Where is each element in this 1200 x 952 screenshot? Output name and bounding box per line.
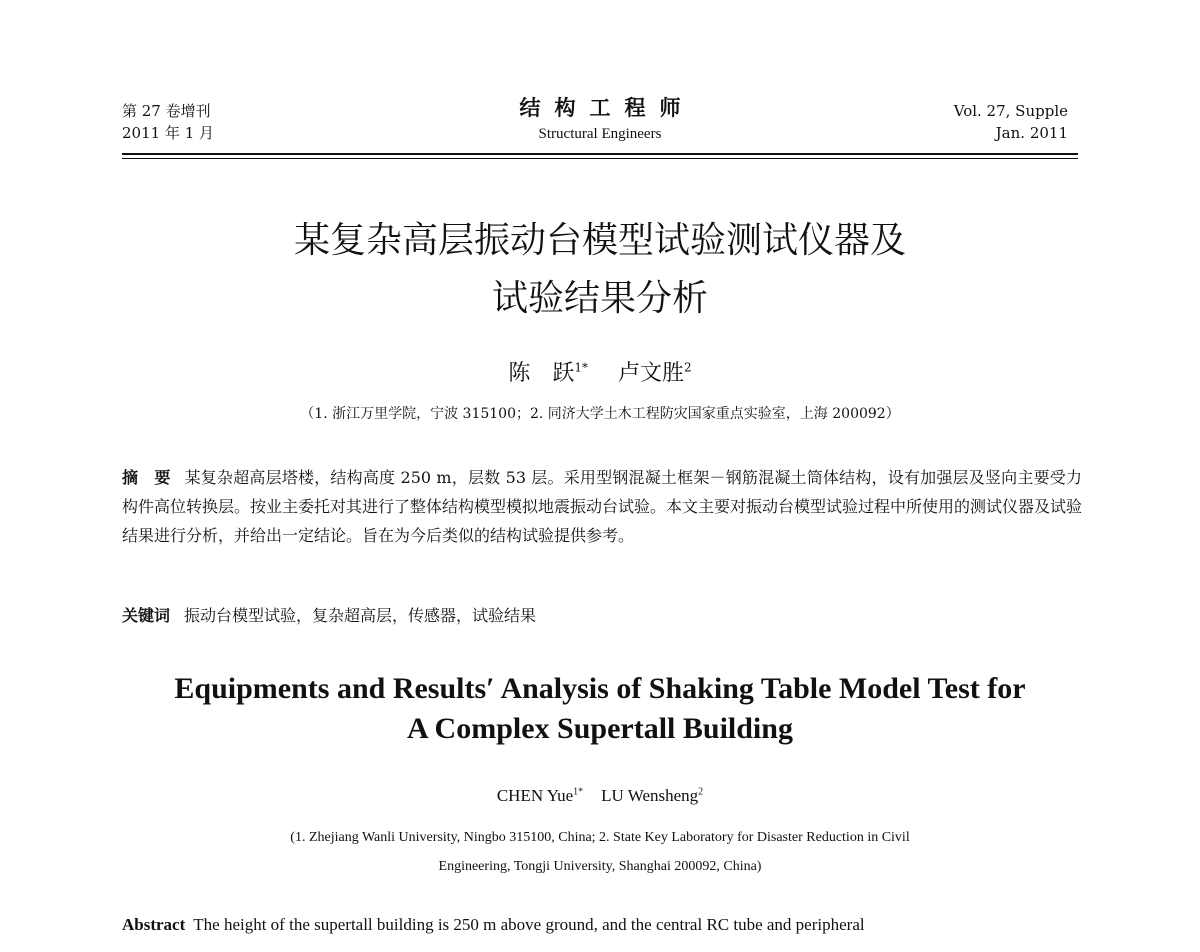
affiliation-en-line2: Engineering, Tongji University, Shanghai 200092, China) <box>438 859 762 874</box>
abstract-en-label: Abstract <box>122 915 186 934</box>
header-rule-thin <box>122 158 1078 159</box>
volume-cn: 第 27 卷增刊 <box>122 102 211 120</box>
author-en-2-sup: 2 <box>698 786 704 798</box>
keywords-cn-text: 振动台模型试验，复杂超高层，传感器，试验结果 <box>184 606 537 625</box>
author-cn-1: 陈 跃 <box>508 361 575 386</box>
authors-cn <box>0 356 1200 387</box>
date-cn: 2011 年 1 月 <box>122 124 215 142</box>
affiliation-en <box>0 823 1200 881</box>
author-cn-2: 卢文胜 <box>618 361 685 386</box>
paper-title-en <box>0 669 1200 749</box>
keywords-cn <box>122 601 1082 630</box>
author-en-1-sup: 1* <box>573 786 584 798</box>
author-en-1: CHEN Yue <box>496 786 574 805</box>
abstract-cn-text: 某复杂超高层塔楼，结构高度 250 m，层数 53 层。采用型钢混凝土框架－钢筋混凝土筒体结构，设有加强层及竖向主要受力构件高位转换层。按业主委托对其进行了整体结构模型模拟地震振动台试验。本文主要对振动台模型试验过程中所使用的测试仪器及试验结果进行分析，并给出一定结论。旨在为今后类似的结构试验提供参考。 <box>122 468 1083 545</box>
title-cn-line2: 试验结果分析 <box>491 278 708 319</box>
affiliation-cn: （1. 浙江万里学院，宁波 315100；2. 同济大学土木工程防灾国家重点实验室，上海 200092） <box>300 406 900 422</box>
journal-name-cn: 结构工程师 <box>519 95 695 120</box>
journal-volume-info <box>954 100 1068 144</box>
volume-en: Vol. 27, Supple <box>953 102 1068 120</box>
date-en: Jan. 2011 <box>995 124 1068 142</box>
keywords-cn-label: 关键词 <box>122 606 171 625</box>
affiliation-en-line1: (1. Zhejiang Wanli University, Ningbo 315100, China; 2. State Key Laboratory for Disaster Reduction in Civil <box>290 830 910 845</box>
title-en-line2: A Complex Supertall Building <box>407 712 793 745</box>
authors-en <box>0 786 1200 806</box>
abstract-en <box>122 910 1084 940</box>
author-en-2: LU Wensheng <box>601 786 699 805</box>
header-rule-thick <box>122 153 1078 155</box>
journal-name-en: Structural Engineers <box>538 126 662 142</box>
title-cn-line1: 某复杂高层振动台模型试验测试仪器及 <box>293 220 906 261</box>
title-en-line1: Equipments and Results′ Analysis of Shaking Table Model Test for <box>174 672 1026 705</box>
paper-title-cn <box>0 212 1200 328</box>
abstract-en-text: The height of the supertall building is 250 m above ground, and the central RC tube and peripheral <box>193 915 865 934</box>
abstract-cn-label: 摘 要 <box>122 468 171 487</box>
abstract-cn <box>122 463 1082 550</box>
author-cn-2-sup: 2 <box>684 360 692 375</box>
author-cn-1-sup: 1* <box>574 360 588 375</box>
